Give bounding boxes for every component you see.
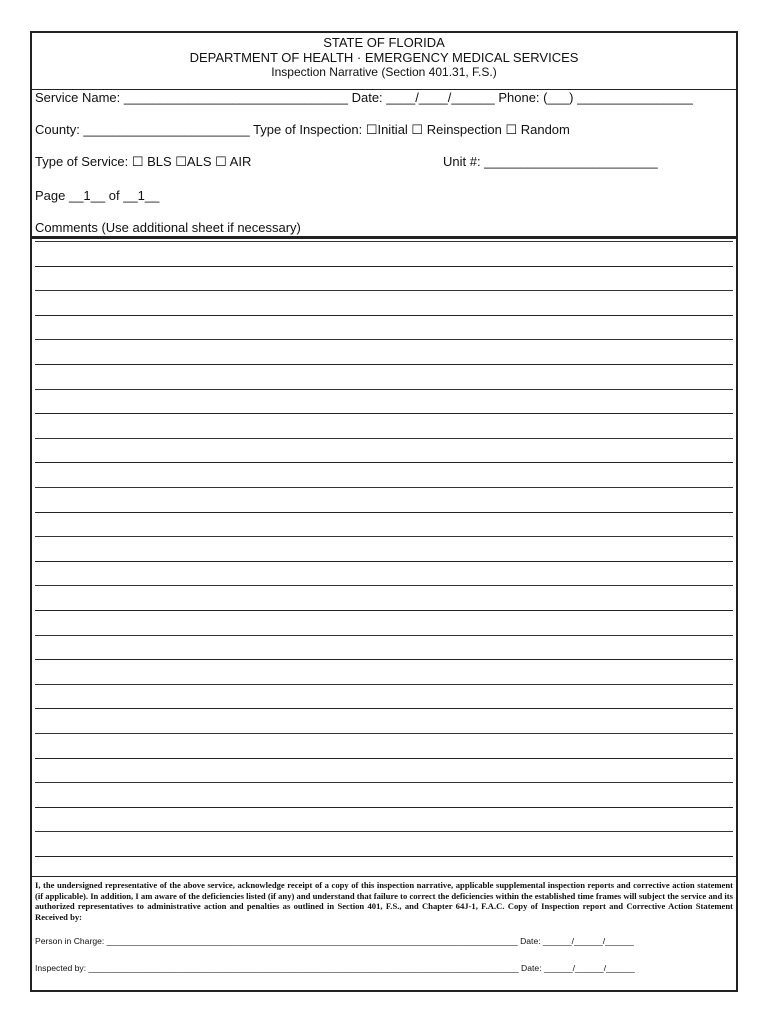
inspected-by-field[interactable]: Inspected by: __________________________________________________________________________________________ Date: ______/______/______ (35, 963, 635, 973)
comment-line[interactable] (35, 290, 733, 291)
comment-line[interactable] (35, 241, 733, 242)
comment-line[interactable] (35, 807, 733, 808)
type-of-service-row[interactable]: Type of Service: ☐ BLS ☐ALS ☐ AIR (35, 154, 252, 169)
state-title: STATE OF FLORIDA (323, 35, 445, 50)
comment-line[interactable] (35, 512, 733, 513)
comment-line[interactable] (35, 438, 733, 439)
form-header (32, 35, 736, 80)
comment-line[interactable] (35, 536, 733, 537)
comment-line[interactable] (35, 831, 733, 832)
county-inspection-row[interactable]: County: _______________________ Type of Inspection: ☐Initial ☐ Reinspection ☐ Random (35, 122, 570, 137)
comment-line[interactable] (35, 758, 733, 759)
comment-line[interactable] (35, 389, 733, 390)
unit-number-field[interactable]: Unit #: ________________________ (443, 154, 658, 169)
comment-line[interactable] (35, 315, 733, 316)
acknowledgement-text: I, the undersigned representative of the above service, acknowledge receipt of a copy of this inspection narrative, applicable supplemental inspection reports and corrective action statement (if applicable). In addition, I am aware of the deficiencies listed (if any) and understand that failure to correct the deficiencies within the established time frames will subject the service and its authorized representatives to administrative action and penalties as outlined in Section 401, F.S., and Chapter 64J-1, F.A.C. Copy of Inspection report and Corrective Action Statement Received by: (35, 880, 733, 922)
page-count-row: Page __1__ of __1__ (35, 188, 160, 203)
comment-line[interactable] (35, 339, 733, 340)
comment-line[interactable] (35, 659, 733, 660)
acknowledgement-divider (32, 876, 736, 877)
comments-label: Comments (Use additional sheet if necessary) (35, 220, 301, 235)
comment-line[interactable] (35, 610, 733, 611)
department-title: DEPARTMENT OF HEALTH · EMERGENCY MEDICAL SERVICES (189, 50, 579, 65)
comment-line[interactable] (35, 266, 733, 267)
comments-divider (32, 236, 736, 239)
comment-line[interactable] (35, 733, 733, 734)
comment-line[interactable] (35, 684, 733, 685)
service-name-row[interactable]: Service Name: _______________________________ Date: ____/____/______ Phone: (___) ________________ (35, 90, 693, 105)
person-in-charge-field[interactable]: Person in Charge: ______________________________________________________________________________________ Date: ______/______/______ (35, 936, 634, 946)
comment-line[interactable] (35, 462, 733, 463)
comment-line[interactable] (35, 487, 733, 488)
comment-line[interactable] (35, 635, 733, 636)
comment-line[interactable] (35, 708, 733, 709)
comment-line[interactable] (35, 364, 733, 365)
comment-line[interactable] (35, 856, 733, 857)
comment-line[interactable] (35, 782, 733, 783)
comment-line[interactable] (35, 585, 733, 586)
comment-line[interactable] (35, 561, 733, 562)
form-subtitle: Inspection Narrative (Section 401.31, F.S.) (271, 65, 497, 79)
comment-line[interactable] (35, 413, 733, 414)
inspection-narrative-form (30, 31, 738, 992)
